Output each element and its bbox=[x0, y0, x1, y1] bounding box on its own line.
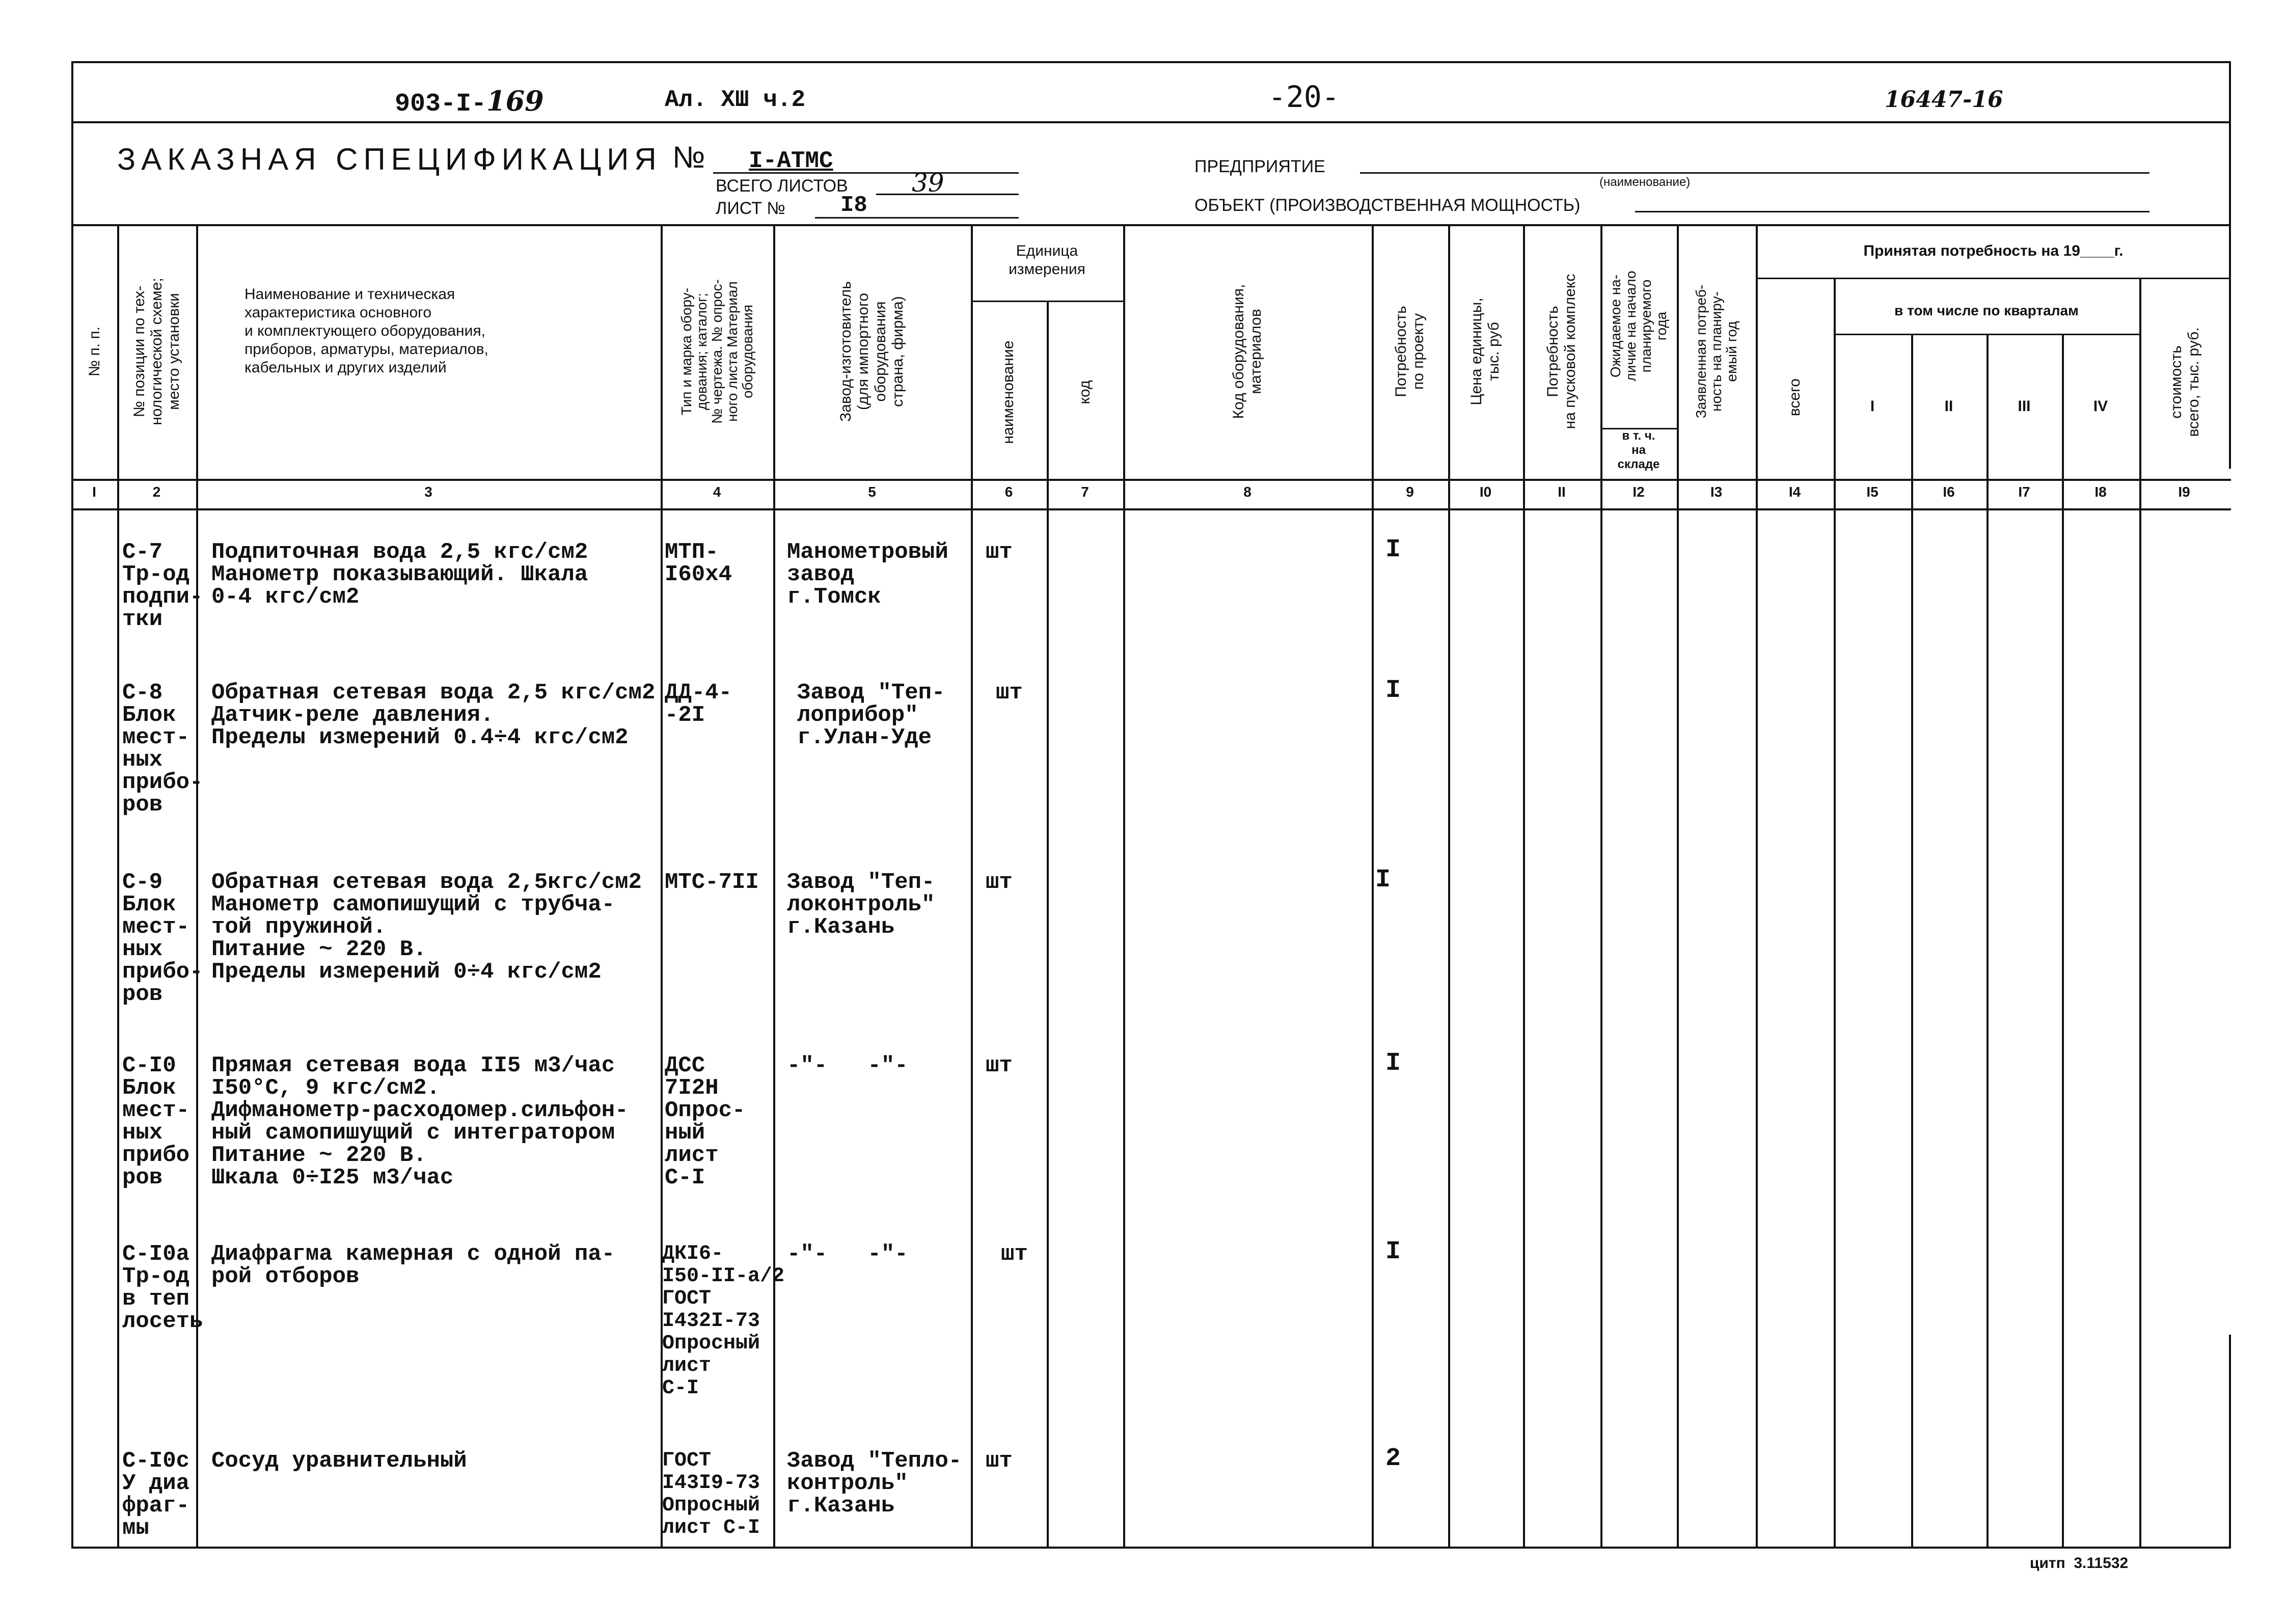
col-header-5: Завод-изготовитель (для импортного оборудования страна, фирма) bbox=[837, 281, 906, 422]
page-number: -20- bbox=[1268, 79, 1340, 114]
quarters-group-line bbox=[1834, 334, 2139, 335]
col-header-12-sub: в т. ч. на складе bbox=[1617, 429, 1660, 471]
col-header-14: всего bbox=[1786, 378, 1803, 417]
row-maker: -"- -"- bbox=[787, 1053, 908, 1078]
col-header-11: Потребность на пусковой комплекс bbox=[1544, 274, 1579, 429]
col-number-9: 9 bbox=[1406, 484, 1414, 500]
frame-top bbox=[71, 61, 2231, 63]
row-name: Диафрагма камерная с одной па- рой отборов bbox=[211, 1241, 615, 1289]
document-title: ЗАКАЗНАЯ СПЕЦИФИКАЦИЯ bbox=[117, 142, 662, 176]
accepted-group-header: Принятая потребность на 19____г. bbox=[1863, 242, 2124, 259]
row-name: Обратная сетевая вода 2,5 кгс/см2 Датчик-реле давления. Пределы измерений 0.4÷4 кгс/см2 bbox=[211, 680, 656, 750]
header-divider bbox=[71, 121, 2231, 123]
col-number-15: I5 bbox=[1866, 484, 1879, 500]
col-line-9 bbox=[1448, 224, 1450, 1549]
col-header-2: № позиции по тех- нологической схеме; место установки bbox=[131, 278, 182, 425]
object-line bbox=[1635, 211, 2149, 212]
row-unit: шт bbox=[986, 870, 1013, 895]
row-position: С-I0с У диа фраг- мы bbox=[122, 1448, 190, 1541]
frame-bottom bbox=[71, 1547, 2231, 1549]
title-divider bbox=[71, 224, 2231, 226]
row-quantity: I bbox=[1375, 865, 1391, 895]
col-line-1 bbox=[117, 224, 119, 1549]
col-header-1: № п. п. bbox=[86, 326, 103, 377]
row-maker: Завод "Тепло- контроль" г.Казань bbox=[787, 1448, 962, 1519]
col-header-12: Ожидаемое на- личие на начало планируемого года bbox=[1608, 270, 1669, 382]
sheet-label: ЛИСТ № bbox=[716, 199, 785, 218]
row-position: С-I0 Блок мест- ных прибо ров bbox=[122, 1053, 190, 1190]
col-line-13 bbox=[1756, 224, 1758, 1549]
col-line-18 bbox=[2139, 278, 2141, 1549]
row-type: МТП- I60х4 bbox=[665, 539, 732, 587]
row-maker: -"- -"- bbox=[787, 1241, 908, 1267]
col-number-3: 3 bbox=[424, 484, 432, 500]
enterprise-label: ПРЕДПРИЯТИЕ bbox=[1194, 157, 1325, 176]
col-number-19: I9 bbox=[2178, 484, 2190, 500]
col-number-12: I2 bbox=[1632, 484, 1645, 500]
row-quantity: I bbox=[1385, 676, 1401, 705]
col-line-10 bbox=[1523, 224, 1525, 1549]
row-name: Сосуд уравнительный bbox=[211, 1448, 467, 1474]
frame-right-lower bbox=[2229, 1335, 2231, 1549]
col-line-5 bbox=[971, 224, 973, 1549]
total-sheets-underline bbox=[876, 194, 1019, 195]
row-name: Прямая сетевая вода II5 м3/час I50°С, 9 кгс/см2. Дифманометр-расходомер.сильфон- ный самопишущий с интегратором Питание ~ 220 В. Шкала 0÷I25 м3/час bbox=[211, 1053, 629, 1190]
row-quantity: I bbox=[1385, 1049, 1401, 1078]
col-number-7: 7 bbox=[1081, 484, 1089, 500]
row-maker: Завод "Теп- лоприбор" г.Улан-Уде bbox=[797, 680, 945, 750]
col-header-19: стоимость всего, тыс. руб. bbox=[2168, 327, 2202, 437]
row-unit: шт bbox=[1001, 1241, 1028, 1267]
col-number-1: I bbox=[92, 484, 96, 500]
row-unit: шт bbox=[986, 1448, 1013, 1474]
col-line-16 bbox=[1986, 334, 1989, 1549]
col-header-8: Код оборудования, материалов bbox=[1230, 284, 1264, 419]
col-header-6: наименование bbox=[1000, 340, 1017, 444]
col-header-17: III bbox=[2018, 398, 2031, 415]
col-number-13: I3 bbox=[1710, 484, 1723, 500]
total-sheets-label: ВСЕГО ЛИСТОВ bbox=[716, 176, 848, 196]
row-quantity: 2 bbox=[1385, 1444, 1401, 1473]
row-type: МТС-7II bbox=[665, 870, 759, 895]
row-unit: шт bbox=[996, 680, 1023, 706]
col-line-8 bbox=[1372, 224, 1374, 1549]
col-line-15 bbox=[1911, 334, 1913, 1549]
col-number-5: 5 bbox=[868, 484, 876, 500]
col-header-15: I bbox=[1870, 398, 1875, 415]
col-number-11: II bbox=[1558, 484, 1566, 500]
quarters-group-header: в том числе по кварталам bbox=[1894, 303, 2079, 318]
row-name: Подпиточная вода 2,5 кгс/см2 Манометр показывающий. Шкала 0-4 кгс/см2 bbox=[211, 539, 588, 610]
total-sheets-value: 39 bbox=[912, 168, 944, 198]
col-line-14 bbox=[1834, 278, 1836, 1549]
col-number-14: I4 bbox=[1788, 484, 1801, 500]
naming-label: (наименование) bbox=[1599, 175, 1691, 189]
col-line-12 bbox=[1677, 224, 1679, 1549]
row-type: ДД-4- -2I bbox=[665, 680, 732, 728]
enterprise-line bbox=[1360, 172, 2149, 174]
row-position: С-7 Тр-од подпи- тки bbox=[122, 539, 203, 632]
col-line-17 bbox=[2062, 334, 2064, 1549]
col-header-3: Наименование и техническая характеристика основного и комплектующего оборудования, приборов, арматуры, материалов, кабельных и других изделий bbox=[244, 286, 488, 376]
sheet-underline bbox=[815, 217, 1019, 219]
col-line-11 bbox=[1600, 224, 1602, 1549]
row-position: С-I0а Тр-од в теп лосеть bbox=[122, 1241, 203, 1334]
unit-group-line bbox=[971, 301, 1123, 302]
col-number-16: I6 bbox=[1943, 484, 1955, 500]
col-line-7 bbox=[1123, 224, 1125, 1549]
col-header-9: Потребность по проекту bbox=[1393, 306, 1427, 397]
accepted-group-line bbox=[1756, 278, 2231, 279]
spec-number-underline bbox=[713, 172, 1019, 174]
album-label: Ал. ХШ ч.2 bbox=[665, 87, 806, 113]
col-header-7: код bbox=[1076, 380, 1093, 404]
row-maker: Манометровый завод г.Томск bbox=[787, 539, 948, 610]
project-code: 903-I-169 bbox=[395, 85, 544, 119]
row-quantity: I bbox=[1385, 1237, 1401, 1266]
spec-number: I-АТМС bbox=[749, 148, 833, 174]
row-name: Обратная сетевая вода 2,5кгс/см2 Манометр самопишущий с трубча- той пружиной. Питание ~ 220 В. Пределы измерений 0÷4 кгс/см2 bbox=[211, 870, 642, 985]
col-number-6: 6 bbox=[1004, 484, 1013, 500]
col-number-17: I7 bbox=[2018, 484, 2030, 500]
row-position: С-8 Блок мест- ных прибо- ров bbox=[122, 680, 203, 818]
col-header-16: II bbox=[1944, 398, 1953, 415]
col-number-10: I0 bbox=[1479, 484, 1492, 500]
row-type: ДКI6- I50-II-а/2 ГОСТ I432I-73 Опросный лист С-I bbox=[662, 1242, 785, 1400]
document-number: 16447-16 bbox=[1885, 87, 2003, 113]
colnum-bottom-line bbox=[71, 508, 2231, 510]
col-number-2: 2 bbox=[152, 484, 161, 500]
row-type: ДСС 7I2Н Опрос- ный лист С-I bbox=[665, 1053, 746, 1190]
col-header-10: Цена единицы, тыс. руб bbox=[1468, 297, 1502, 405]
spec-number-label: № bbox=[672, 140, 705, 174]
col-number-18: I8 bbox=[2094, 484, 2107, 500]
row-quantity: I bbox=[1385, 535, 1401, 564]
row-unit: шт bbox=[986, 539, 1013, 565]
col-header-18: IV bbox=[2093, 398, 2108, 415]
frame-left bbox=[71, 61, 73, 1549]
footer-stamp: цитп 3.11532 bbox=[2030, 1555, 2129, 1572]
object-label: ОБЪЕКТ (ПРОИЗВОДСТВЕННАЯ МОЩНОСТЬ) bbox=[1194, 196, 1581, 215]
col-number-8: 8 bbox=[1243, 484, 1251, 500]
header-bottom-line bbox=[71, 479, 2231, 481]
col-header-13: Заявленная потреб- ность на планиру- емый год bbox=[1693, 284, 1739, 419]
col-header-4: Тип и марка обору- дования; каталог; № чертежа. № опрос- ного листа Материал оборудования bbox=[678, 279, 755, 424]
row-unit: шт bbox=[986, 1053, 1013, 1078]
row-position: С-9 Блок мест- ных прибо- ров bbox=[122, 870, 203, 1007]
row-maker: Завод "Теп- локонтроль" г.Казань bbox=[787, 870, 935, 940]
col-number-4: 4 bbox=[713, 484, 721, 500]
row-type: ГОСТ I43I9-73 Опросный лист С-I bbox=[662, 1449, 760, 1539]
unit-group-header: Единица измерения bbox=[1009, 242, 1085, 278]
sheet-value: I8 bbox=[840, 193, 867, 218]
